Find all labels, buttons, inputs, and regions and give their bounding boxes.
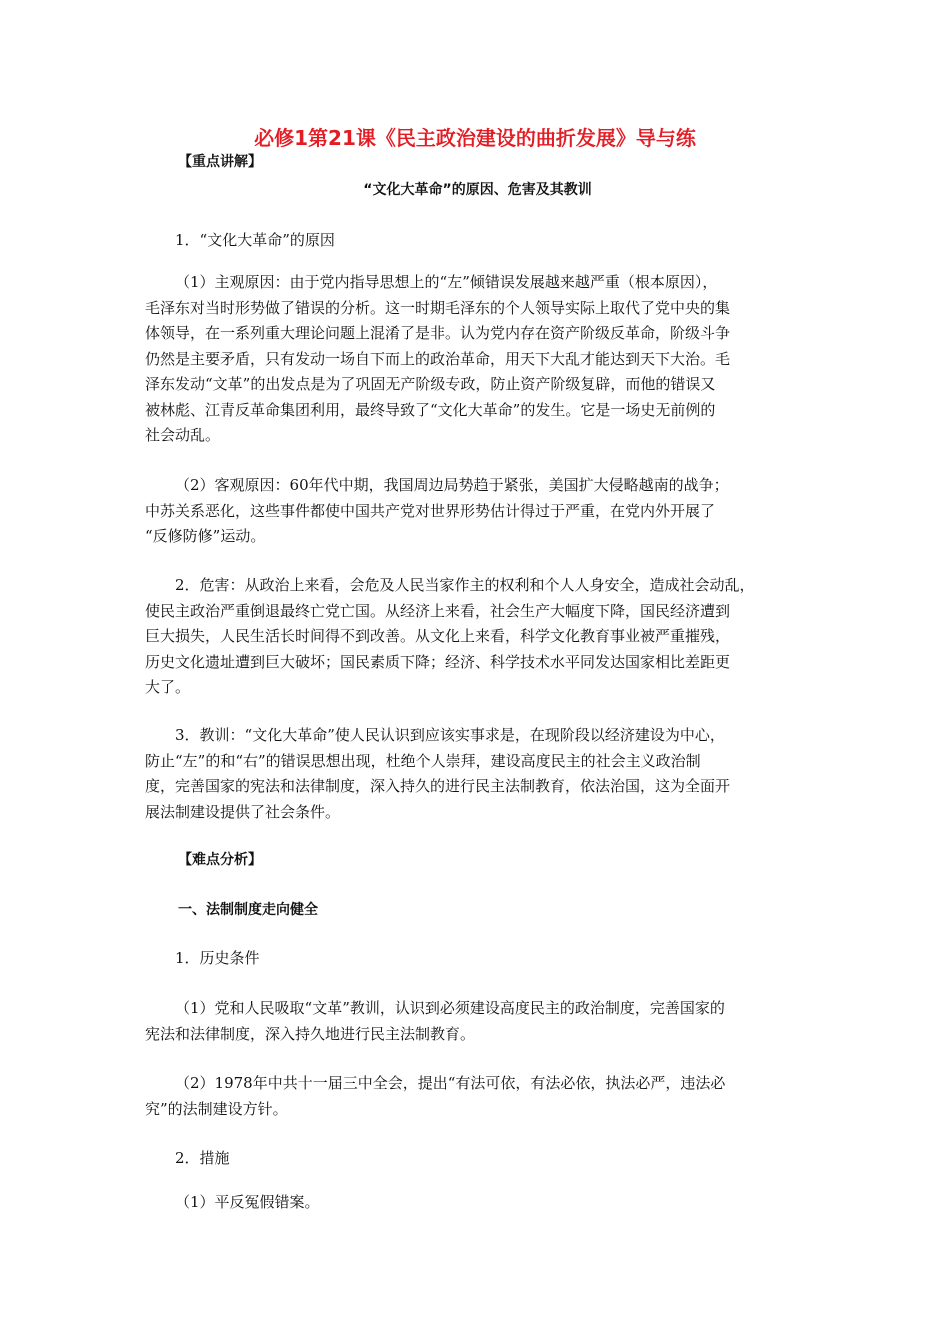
item-heading-historical-conditions: 1．历史条件 bbox=[175, 949, 260, 967]
paragraph-line: 体领导，在一系列重大理论问题上混淆了是非。认为党内存在资产阶级反革命，阶级斗争 bbox=[145, 324, 731, 342]
item-heading-measures: 2．措施 bbox=[175, 1149, 230, 1167]
paragraph-subjective-causes bbox=[145, 270, 810, 449]
paragraph-line: （1）党和人民吸取“文革”教训，认识到必须建设高度民主的政治制度，完善国家的 bbox=[175, 999, 725, 1017]
paragraph-lessons bbox=[145, 723, 810, 825]
paragraph-line: 社会动乱。 bbox=[145, 426, 221, 444]
paragraph-line: 中苏关系恶化，这些事件都使中国共产党对世界形势估计得过于严重，在党内外开展了 bbox=[145, 501, 716, 520]
paragraph-line: 巨大损失，人民生活长时间得不到改善。从文化上来看，科学文化教育事业被严重摧残， bbox=[145, 627, 731, 645]
paragraph-line: 宪法和法律制度，深入持久地进行民主法制教育。 bbox=[145, 1024, 476, 1043]
paragraph-line: （1）主观原因：由于党内指导思想上的“左”倾错误发展越来越严重（根本原因）， bbox=[175, 273, 718, 291]
paragraph-line: 2．危害：从政治上来看，会危及人民当家作主的权利和个人人身安全，造成社会动乱， bbox=[175, 576, 755, 594]
paragraph-line: 大了。 bbox=[145, 678, 191, 696]
paragraph-objective-causes bbox=[145, 473, 810, 550]
paragraph-line: 历史文化遗址遭到巨大破坏；国民素质下降；经济、科学技术水平同发达国家相比差距更 bbox=[145, 652, 731, 671]
paragraph-line: 毛泽东对当时形势做了错误的分析。这一时期毛泽东的个人领导实际上取代了党中央的集 bbox=[145, 298, 731, 317]
subheading-cultural-revolution: “文化大革命”的原因、危害及其教训 bbox=[363, 182, 592, 198]
item-heading-causes: 1．“文化大革命”的原因 bbox=[175, 231, 335, 249]
paragraph-condition-1 bbox=[145, 996, 810, 1047]
paragraph-condition-2 bbox=[145, 1071, 810, 1122]
paragraph-line: 使民主政治严重倒退最终亡党亡国。从经济上来看，社会生产大幅度下降，国民经济遭到 bbox=[145, 601, 731, 620]
section-heading-key-points: 【重点讲解】 bbox=[178, 154, 262, 170]
paragraph-line: 展法制建设提供了社会条件。 bbox=[145, 802, 341, 821]
section-heading-difficulty-analysis: 【难点分析】 bbox=[178, 852, 262, 868]
paragraph-line: 仍然是主要矛盾，只有发动一场自下而上的政治革命，用天下大乱才能达到天下大治。毛 bbox=[145, 349, 731, 368]
paragraph-line: 究”的法制建设方针。 bbox=[145, 1099, 288, 1118]
subheading-legal-system: 一、法制制度走向健全 bbox=[178, 902, 318, 918]
paragraph-line: 3．教训：“文化大革命”使人民认识到应该实事求是，在现阶段以经济建设为中心， bbox=[175, 726, 725, 744]
paragraph-line: （2）客观原因：60年代中期，我国周边局势趋于紧张，美国扩大侵略越南的战争； bbox=[175, 476, 729, 494]
paragraph-line: 被林彪、江青反革命集团利用，最终导致了“文化大革命”的发生。它是一场史无前例的 bbox=[145, 400, 716, 419]
document-title: 必修1第21课《民主政治建设的曲折发展》导与练 bbox=[254, 126, 696, 150]
paragraph-line: 防止“左”的和“右”的错误思想出现，杜绝个人崇拜，建设高度民主的社会主义政治制 bbox=[145, 751, 701, 770]
paragraph-harms bbox=[145, 573, 810, 701]
paragraph-line: （2）1978年中共十一届三中全会，提出“有法可依，有法必依，执法必严，违法必 bbox=[175, 1074, 726, 1092]
paragraph-line: “反修防修”运动。 bbox=[145, 527, 266, 545]
paragraph-line: 度，完善国家的宪法和法律制度，深入持久的进行民主法制教育，依法治国，这为全面开 bbox=[145, 777, 731, 795]
paragraph-measure-1: （1）平反冤假错案。 bbox=[175, 1193, 320, 1211]
paragraph-line: 泽东发动“文革”的出发点是为了巩固无产阶级专政，防止资产阶级复辟，而他的错误又 bbox=[145, 375, 716, 393]
